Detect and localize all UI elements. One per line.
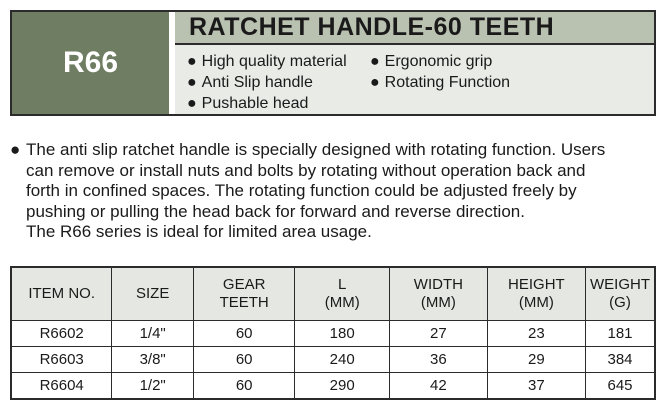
cell-length: 180 xyxy=(295,321,390,347)
product-code: R66 xyxy=(12,12,175,114)
cell-size: 1/4" xyxy=(112,321,194,347)
description-line: The R66 series is ideal for limited area usage. xyxy=(26,222,372,241)
feature-text: Rotating Function xyxy=(384,74,511,91)
cell-length: 240 xyxy=(295,347,390,373)
bullet-icon: ● xyxy=(187,74,197,91)
description-line: forth in confined spaces. The rotating function could be adjusted freely by xyxy=(26,181,577,200)
feature-text: Pushable head xyxy=(201,95,309,112)
spec-table xyxy=(10,266,656,400)
column-header-size: SIZE xyxy=(112,267,194,321)
cell-item-no: R6603 xyxy=(11,347,112,373)
cell-height: 23 xyxy=(487,321,585,347)
cell-height: 29 xyxy=(487,347,585,373)
cell-gear-teeth: 60 xyxy=(194,373,295,400)
cell-weight: 384 xyxy=(586,347,656,373)
cell-weight: 645 xyxy=(586,373,656,400)
cell-width: 42 xyxy=(390,373,488,400)
bullet-icon: ● xyxy=(370,74,380,91)
feature-item xyxy=(187,93,370,114)
bullet-icon: ● xyxy=(10,140,21,159)
column-header-gear-teeth: GEAR TEETH xyxy=(194,267,295,321)
feature-item xyxy=(187,72,370,93)
table-row xyxy=(11,347,655,373)
table-row xyxy=(11,373,655,400)
cell-length: 290 xyxy=(295,373,390,400)
feature-text: Ergonomic grip xyxy=(384,53,493,70)
feature-item xyxy=(370,51,492,72)
feature-row xyxy=(187,93,654,114)
description-line: pushing or pulling the head back for forward and reverse direction. xyxy=(26,201,525,221)
feature-row xyxy=(187,51,654,72)
feature-row xyxy=(187,72,654,93)
description-body xyxy=(10,140,656,243)
feature-text: Anti Slip handle xyxy=(201,74,313,91)
table-header-row xyxy=(11,267,655,321)
feature-item xyxy=(187,51,370,72)
cell-width: 36 xyxy=(390,347,488,373)
bullet-icon: ● xyxy=(187,53,197,70)
column-header-length: L (MM) xyxy=(295,267,390,321)
cell-width: 27 xyxy=(390,321,488,347)
bullet-icon: ● xyxy=(187,95,197,112)
cell-gear-teeth: 60 xyxy=(194,321,295,347)
header-right xyxy=(175,12,654,114)
cell-size: 3/8" xyxy=(112,347,194,373)
column-header-height: HEIGHT (MM) xyxy=(487,267,585,321)
feature-text: High quality material xyxy=(201,53,347,70)
description-line: can remove or install nuts and bolts by rotating without operation back and xyxy=(26,160,586,180)
cell-weight: 181 xyxy=(586,321,656,347)
table-row xyxy=(11,321,655,347)
product-header xyxy=(10,10,656,116)
cell-height: 37 xyxy=(487,373,585,400)
product-title: RATCHET HANDLE-60 TEETH xyxy=(175,12,654,45)
feature-item xyxy=(370,72,510,93)
cell-item-no: R6602 xyxy=(11,321,112,347)
cell-item-no: R6604 xyxy=(11,373,112,400)
description-line: The anti slip ratchet handle is specially designed with rotating function. Users xyxy=(26,140,606,159)
bullet-icon: ● xyxy=(370,53,380,70)
feature-list xyxy=(175,45,654,114)
product-description xyxy=(10,140,656,243)
column-header-width: WIDTH (MM) xyxy=(390,267,488,321)
column-header-item-no: ITEM NO. xyxy=(11,267,112,321)
column-header-weight: WEIGHT (G) xyxy=(586,267,656,321)
cell-size: 1/2" xyxy=(112,373,194,400)
cell-gear-teeth: 60 xyxy=(194,347,295,373)
